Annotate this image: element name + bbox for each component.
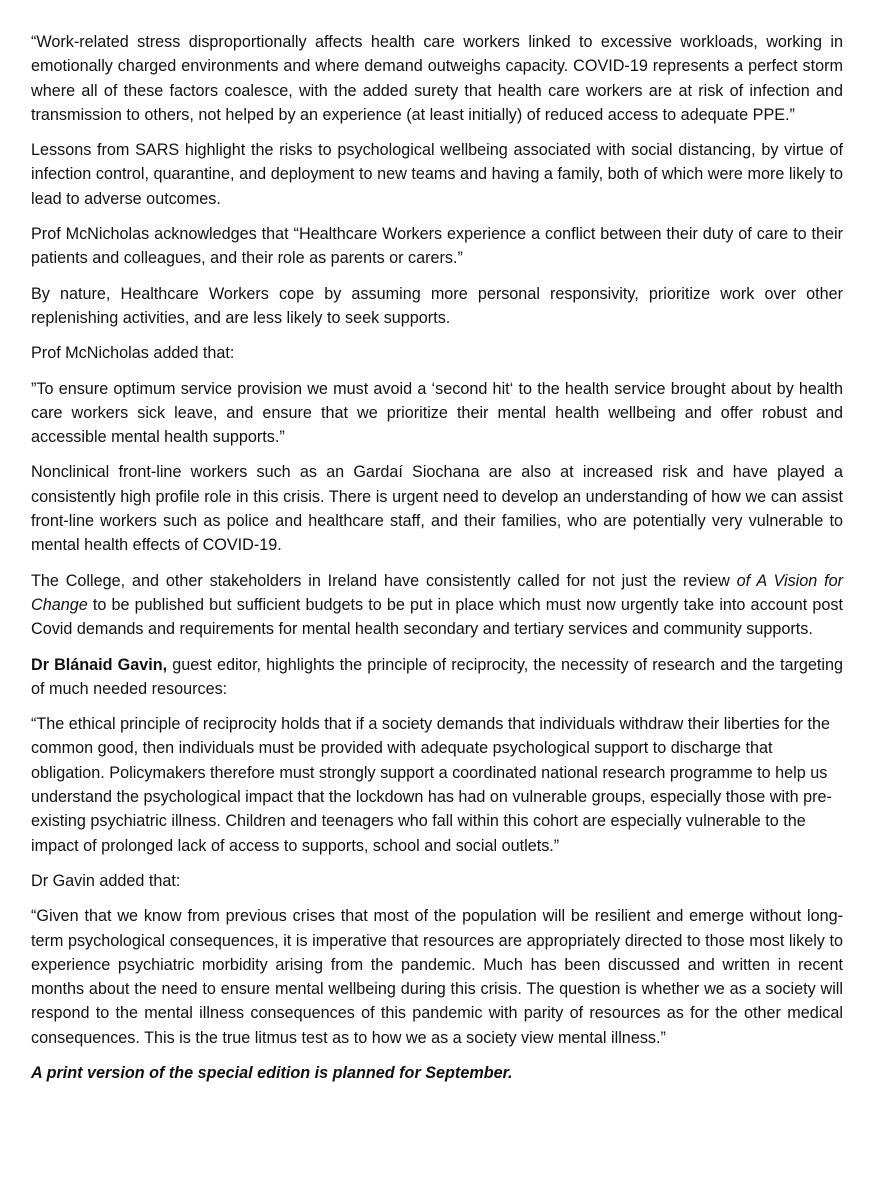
paragraph-gavin-added: Dr Gavin added that: — [31, 871, 181, 890]
paragraph-work-related-stress-quote: “Work-related stress disproportionally affects health care workers linked to excessive workloads, working in emotionally charged environments and where demand outweighs capacity. COVID-19 represents a perfect storm where all of these factors coalesce, with the added surety that health care workers are at risk of infection and transmission to others, not helped by an experience (at least initially) of reduced access to adequate PPE.” — [31, 33, 843, 124]
paragraph-reciprocity-quote: “The ethical principle of reciprocity holds that if a society demands that individuals withdraw their liberties for the common good, then individuals must be provided with adequate psychological support to discharge that obligation. Policymakers therefore must strongly support a coordinated national research programme to help us understand the psychological impact that the lockdown has had on vulnerable groups, especially those with pre-existing psychiatric illness. Children and teenagers who fall within this cohort are especially vulnerable to the impact of prolonged lack of access to supports, school and social outlets.” — [31, 715, 832, 855]
paragraph-second-hit-quote: ”To ensure optimum service provision we must avoid a ‘second hit‘ to the health service brought about by health care workers sick leave, and ensure that we prioritize their mental health wellbeing and offer robust and accessible mental health supports.” — [31, 379, 843, 447]
paragraph-litmus-test-quote: “Given that we know from previous crises that most of the population will be resilient and emerge without long-term psychological consequences, it is imperative that resources are appropriately directed to those most likely to experience psychiatric morbidity arising from the pandemic. Much has been discussed and written in recent months about the need to ensure mental wellbeing during this crisis. The question is whether we as a society will respond to the mental illness consequences of this pandemic with parity of resources as for the other medical consequences. This is the true litmus test as to how we as a society view mental illness.” — [31, 907, 843, 1047]
paragraph-lessons-from-sars: Lessons from SARS highlight the risks to psychological wellbeing associated with social distancing, by virtue of infection control, quarantine, and deployment to new teams and having a family, both of which were more likely to lead to adverse outcomes. — [31, 141, 843, 208]
dr-gavin-name: Dr Blánaid Gavin, — [31, 655, 168, 674]
paragraph-text: guest editor, highlights the principle of reciprocity, the necessity of research and the targeting of much needed resources: — [31, 655, 843, 698]
paragraph-text: The College, and other stakeholders in Ireland have consistently called for not just the review — [31, 571, 737, 590]
document-page — [31, 30, 843, 1096]
vision-for-change-title: of A Vision for Change — [31, 571, 844, 614]
paragraph-mcnicholas-conflict: Prof McNicholas acknowledges that “Healthcare Workers experience a conflict between their duty of care to their patients and colleagues, and their role as parents or carers.” — [31, 225, 843, 268]
paragraph-text: to be published but sufficient budgets to be put in place which must now urgently take into account post Covid demands and requirements for mental health secondary and tertiary services and community supports. — [31, 595, 843, 639]
paragraph-dr-gavin-intro — [31, 653, 843, 702]
paragraph-mcnicholas-added: Prof McNicholas added that: — [31, 344, 235, 363]
paragraph-college-vision-for-change — [31, 569, 843, 642]
print-edition-note: A print version of the special edition is planned for September. — [31, 1063, 513, 1082]
paragraph-nonclinical-workers: Nonclinical front-line workers such as an Gardaí Siochana are also at increased risk and have played a consistently high profile role in this crisis. There is urgent need to develop an understanding of how we can assist front-line workers such as police and healthcare staff, and their families, who are potentially very vulnerable to mental health effects of COVID-19. — [31, 463, 843, 555]
paragraph-coping-by-nature: By nature, Healthcare Workers cope by assuming more personal responsivity, prioritize work over other replenishing activities, and are less likely to seek supports. — [31, 284, 843, 327]
